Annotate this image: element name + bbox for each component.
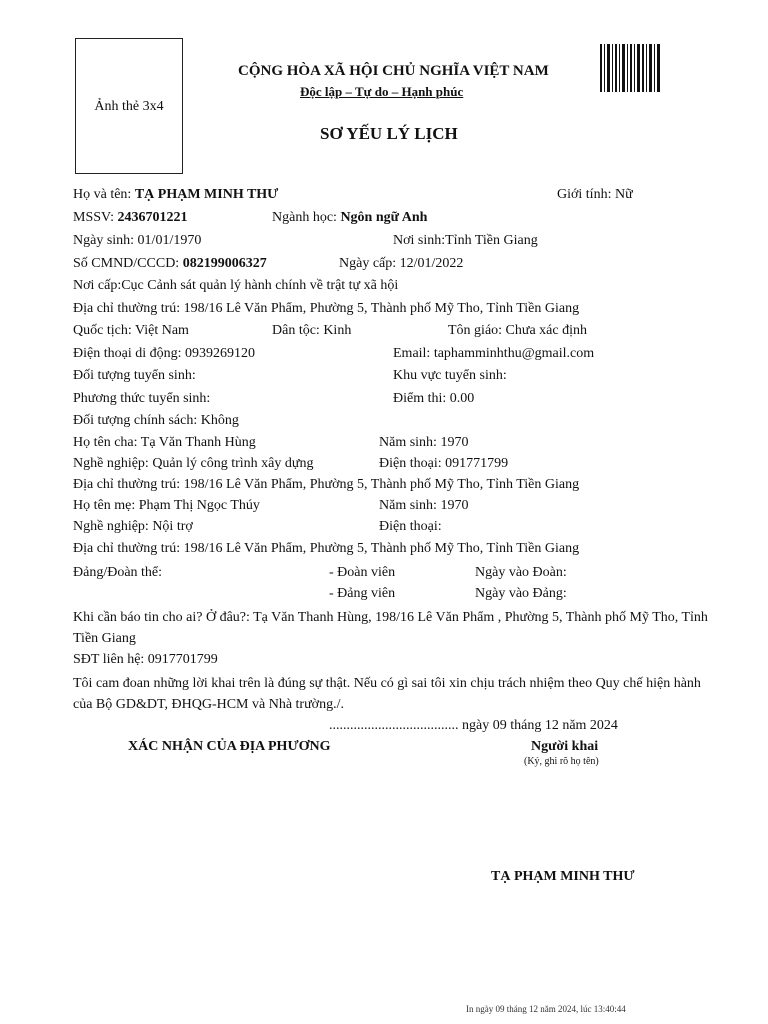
signing-date: ..................................... ngày 09 tháng 12 năm 2024 [329, 718, 618, 733]
id-number: 082199006327 [182, 256, 267, 271]
issue-date: Ngày cấp: 12/01/2022 [339, 256, 464, 271]
mobile-phone: Điện thoại di động: 0939269120 [73, 346, 255, 361]
policy-subject: Đối tượng chính sách: Không [73, 413, 239, 428]
party-label: Đảng/Đoàn thể: [73, 565, 163, 580]
ethnicity: Dân tộc: Kinh [272, 323, 352, 338]
signature-note: (Ký, ghi rõ họ tên) [524, 756, 599, 767]
father-name: Họ tên cha: Tạ Văn Thanh Hùng [73, 435, 256, 450]
father-address: Địa chỉ thường trú: 198/16 Lê Văn Phẩm, Phường 5, Thành phố Mỹ Tho, Tỉnh Tiền Giang [73, 477, 580, 492]
declaration: Tôi cam đoan những lời khai trên là đúng sự thật. Nếu có gì sai tôi xin chịu trách nhiệm theo Quy chế hiện hành của Bộ GD&DT, ĐHQG-HCM và Nhà trường./. [73, 676, 701, 712]
gender: Giới tính: Nữ [557, 187, 633, 202]
major-label: Ngành học: [272, 210, 337, 225]
major: Ngôn ngữ Anh [340, 210, 428, 225]
signer-name: TẠ PHẠM MINH THƯ [491, 869, 635, 884]
place-of-birth: Nơi sinh:Tỉnh Tiền Giang [393, 233, 538, 248]
father-job: Nghề nghiệp: Quản lý công trình xây dựng [73, 456, 314, 471]
motto: Độc lập – Tự do – Hạnh phúc [300, 84, 464, 99]
enrollment-region: Khu vực tuyển sinh: [393, 368, 507, 383]
party-member: - Đảng viên [329, 586, 396, 601]
mother-address: Địa chỉ thường trú: 198/16 Lê Văn Phẩm, Phường 5, Thành phố Mỹ Tho, Tỉnh Tiền Giang [73, 541, 580, 556]
student-id: 2436701221 [117, 210, 188, 225]
nation-title: CỘNG HÒA XÃ HỘI CHỦ NGHĨA VIỆT NAM [238, 63, 549, 79]
name-label: Họ và tên: [73, 187, 132, 202]
barcode-icon [600, 44, 660, 92]
major-row [272, 209, 427, 227]
student-id-row [73, 209, 187, 227]
name-row [73, 186, 278, 204]
id-label: Số CMND/CCCD: [73, 256, 180, 271]
student-id-label: MSSV: [73, 210, 114, 225]
issue-place: Nơi cấp:Cục Cảnh sát quản lý hành chính về trật tự xã hội [73, 278, 399, 293]
date-of-birth: Ngày sinh: 01/01/1970 [73, 233, 202, 248]
student-name: TẠ PHẠM MINH THƯ [134, 187, 279, 202]
religion: Tôn giáo: Chưa xác định [448, 323, 588, 338]
enrollment-target: Đối tượng tuyển sinh: [73, 368, 196, 383]
mother-name: Họ tên mẹ: Phạm Thị Ngọc Thúy [73, 498, 260, 513]
enrollment-method: Phương thức tuyển sinh: [73, 391, 211, 406]
permanent-address: Địa chỉ thường trú: 198/16 Lê Văn Phẩm, Phường 5, Thành phố Mỹ Tho, Tỉnh Tiền Giang [73, 301, 580, 316]
local-confirmation-title: XÁC NHẬN CỦA ĐỊA PHƯƠNG [128, 739, 331, 754]
document-title: SƠ YẾU LÝ LỊCH [320, 124, 458, 143]
photo-label: Ảnh thẻ 3x4 [94, 99, 164, 114]
declarant-title: Người khai [531, 739, 599, 754]
youth-union-date: Ngày vào Đoàn: [475, 565, 567, 580]
print-timestamp: In ngày 09 tháng 12 năm 2024, lúc 13:40:44 [466, 1004, 626, 1014]
youth-union-member: - Đoàn viên [329, 565, 396, 580]
father-birth-year: Năm sinh: 1970 [379, 435, 469, 450]
mother-job: Nghề nghiệp: Nội trợ [73, 519, 193, 534]
mother-phone: Điện thoại: [379, 519, 442, 534]
email: Email: taphamminhthu@gmail.com [393, 346, 595, 361]
photo-placeholder [75, 38, 183, 174]
emergency-contact: Khi cần báo tin cho ai? Ở đâu?: Tạ Văn Thanh Hùng, 198/16 Lê Văn Phẩm , Phường 5, Thành phố Mỹ Tho, Tỉnh Tiền Giang [73, 610, 708, 646]
father-phone: Điện thoại: 091771799 [379, 456, 509, 471]
contact-phone: SĐT liên hệ: 0917701799 [73, 652, 218, 667]
exam-score: Điểm thi: 0.00 [393, 391, 475, 406]
id-number-row [73, 255, 267, 273]
party-date: Ngày vào Đảng: [475, 586, 567, 601]
mother-birth-year: Năm sinh: 1970 [379, 498, 469, 513]
nationality: Quốc tịch: Việt Nam [73, 323, 189, 338]
